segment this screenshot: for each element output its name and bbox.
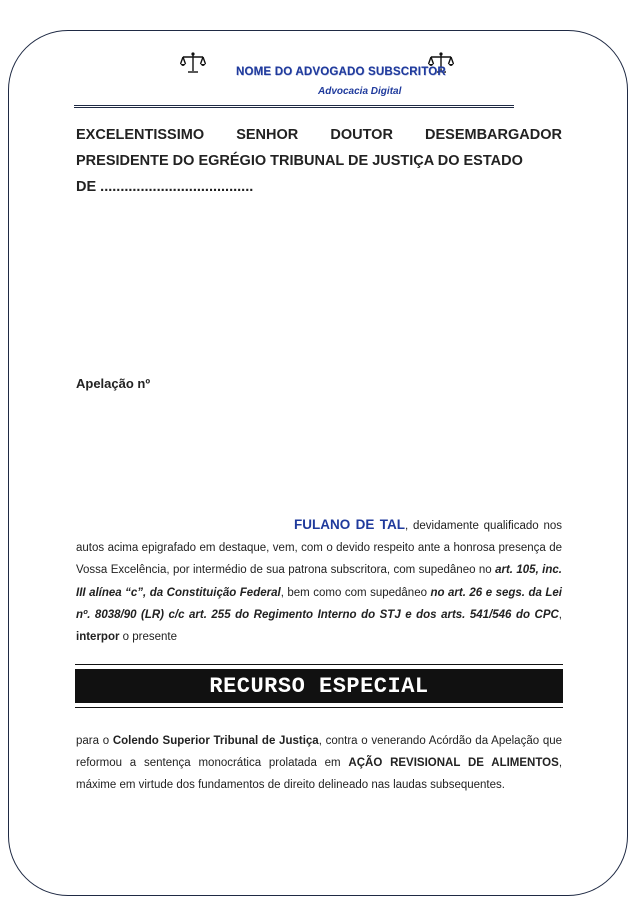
scales-of-justice-icon — [180, 52, 206, 74]
addressee-word: DESEMBARGADOR — [425, 127, 562, 143]
party-name: FULANO DE TAL — [294, 517, 405, 532]
addressee-block — [76, 122, 562, 200]
paragraph-text: , devidamente qualificado nos autos acima epigrafado em destaque, vem, com o devido respeito ante a honrosa presença de Vossa Excelência, por intermédio de sua patrona subscritora, com supedâneo no — [76, 520, 562, 577]
paragraph-text: o presente — [119, 631, 177, 644]
addressee-word: SENHOR — [236, 127, 299, 143]
petition-paragraph — [76, 730, 562, 797]
banner-title: RECURSO ESPECIAL — [209, 673, 429, 699]
action-verb: interpor — [76, 631, 120, 644]
paragraph-text: , máxime em virtude dos fundamentos de direito delineado nas laudas subsequentes. — [76, 757, 563, 792]
court-name: Colendo Superior Tribunal de Justiça — [112, 735, 319, 747]
banner-background — [75, 669, 563, 703]
paragraph-text: para o — [76, 735, 113, 747]
legal-reference: art. 105, inc. III alínea “c”, da Constituição Federal — [76, 564, 562, 599]
paragraph-text: , — [558, 608, 562, 621]
addressee-word: DOUTOR — [330, 127, 393, 143]
appeal-number-label: Apelação nº — [76, 376, 151, 391]
header-subtitle: Advocacia Digital — [318, 86, 402, 97]
addressee-word: EXCELENTISSIMO — [76, 127, 205, 143]
petition-paragraph — [76, 514, 562, 648]
addressee-line-1 — [76, 122, 562, 148]
legal-reference: no art. 26 e segs. da Lei nº. 8038/90 (LR) c/c art. 255 do Regimento Interno do STJ e dos arts. 541/546 do CPC — [76, 586, 562, 621]
addressee-line-3: DE ...................................... — [76, 179, 254, 195]
header-divider — [74, 105, 514, 108]
action-name: AÇÃO REVISIONAL DE ALIMENTOS — [348, 757, 559, 770]
paragraph-text: , contra o venerando Acórdão da Apelação que reformou a sentença monocrática prolatada em — [76, 735, 563, 770]
document-type-banner — [75, 664, 563, 708]
header-title: NOME DO ADVOGADO SUBSCRITOR — [236, 66, 446, 78]
addressee-line-2: PRESIDENTE DO EGRÉGIO TRIBUNAL DE JUSTIÇA DO ESTADO — [76, 153, 523, 169]
paragraph-text: , bem como com supedâneo — [280, 586, 431, 599]
